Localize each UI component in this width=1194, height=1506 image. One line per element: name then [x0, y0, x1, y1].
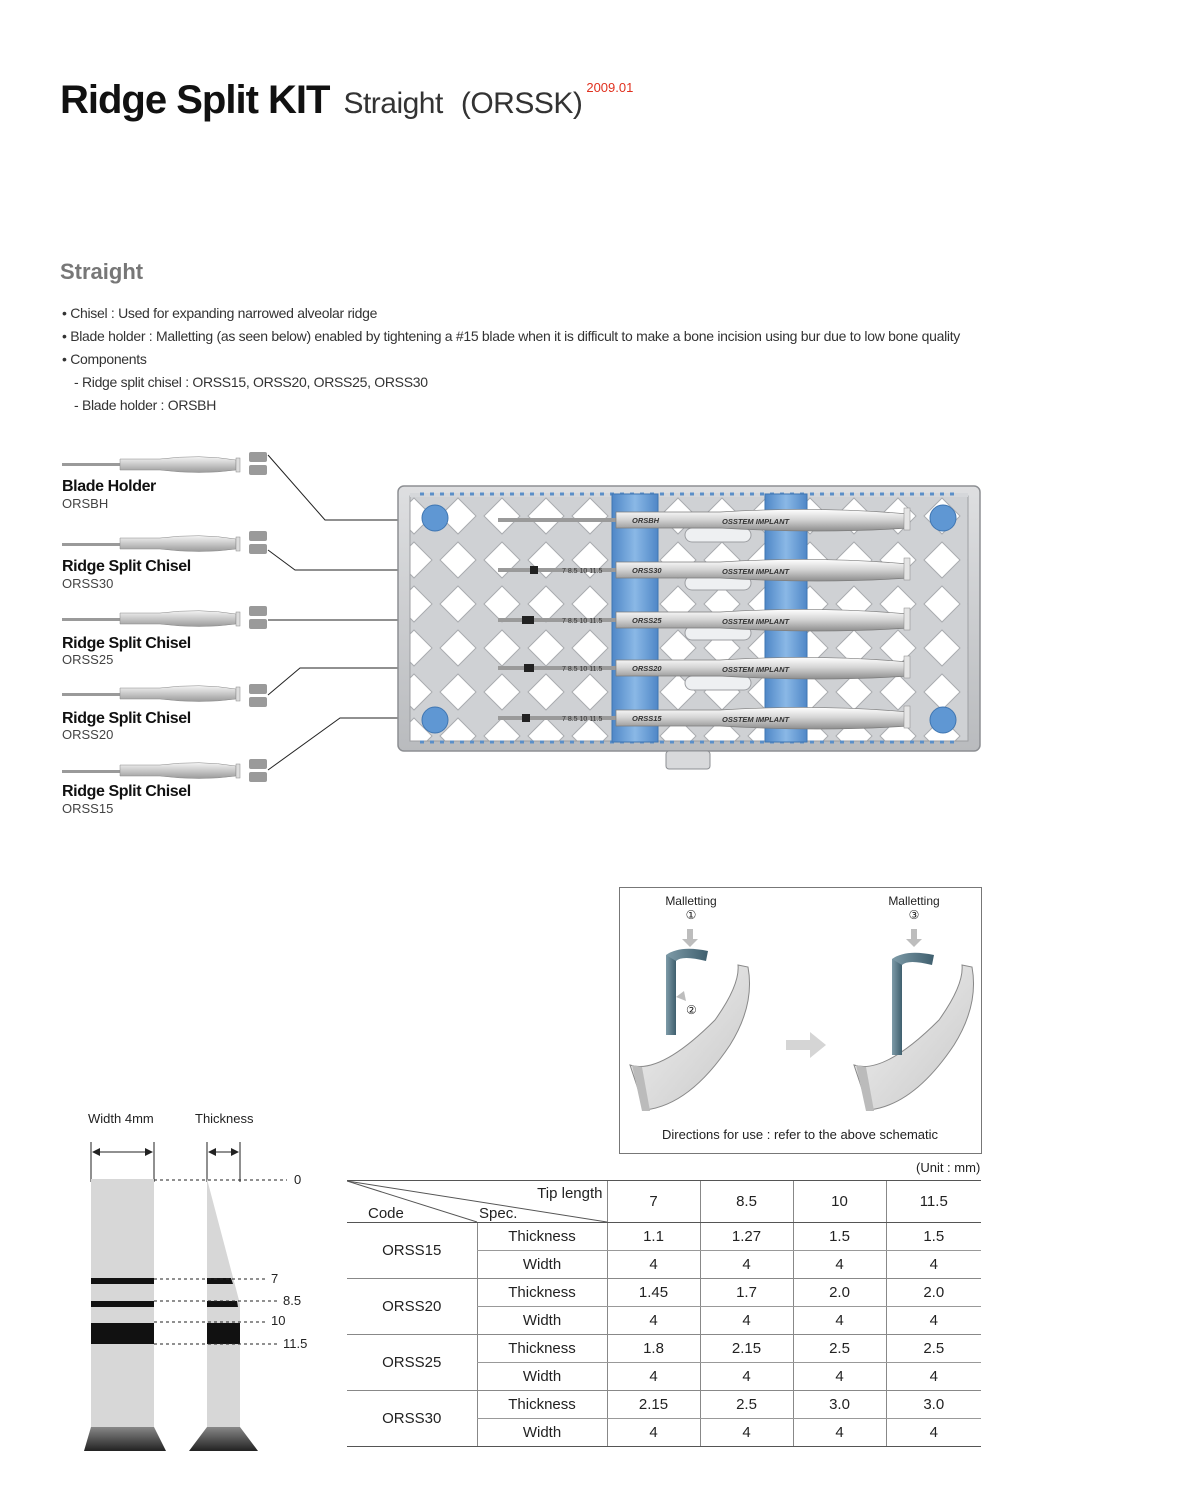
- cell-value: 4: [886, 1419, 981, 1447]
- row-code: ORSS25: [347, 1335, 477, 1391]
- cell-value: 2.5: [886, 1335, 981, 1363]
- row-spec-label: Thickness: [477, 1335, 607, 1363]
- title-code: (ORSSK): [460, 87, 583, 120]
- tray-scale-orss30: 7 8.5 10 11.5: [562, 568, 603, 575]
- kit-tray-illustration: [260, 450, 990, 775]
- malletting-label-1: Malletting: [665, 894, 717, 908]
- corner-spec: Spec.: [479, 1205, 518, 1222]
- schematic-caption: Directions for use : refer to the above schematic: [661, 1127, 938, 1142]
- product-name-orss20: Ridge Split Chisel: [62, 710, 191, 727]
- table-row: [347, 1391, 981, 1419]
- cell-value: 1.7: [700, 1279, 793, 1307]
- tip-mark-10: 10: [271, 1313, 286, 1328]
- tray-brand-3: OSSTEM IMPLANT: [722, 617, 790, 626]
- tray-brand-5: OSSTEM IMPLANT: [722, 715, 790, 724]
- cell-value: 2.5: [700, 1391, 793, 1419]
- tray-code-orss15: ORSS15: [632, 714, 662, 723]
- tip-length-header: 11.5: [886, 1181, 981, 1223]
- cell-value: 4: [607, 1307, 700, 1335]
- bullet-blade-holder: • Blade holder : Malletting (as seen below) enabled by tightening a #15 blade when it is difficult to make a bone incision using bur due to low bone quality: [62, 328, 960, 344]
- cell-value: 4: [793, 1251, 886, 1279]
- tray-code-orss30: ORSS30: [632, 566, 662, 575]
- title-subtitle: Straight: [343, 87, 443, 120]
- cell-value: 2.0: [886, 1279, 981, 1307]
- malletting-label-3: Malletting: [888, 894, 940, 908]
- row-spec-label: Width: [477, 1251, 607, 1279]
- thumb-orss20: [62, 684, 267, 707]
- product-name-orss15: Ridge Split Chisel: [62, 783, 191, 800]
- product-name-blade-holder: Blade Holder: [62, 478, 156, 495]
- cell-value: 1.1: [607, 1223, 700, 1251]
- row-spec-label: Width: [477, 1419, 607, 1447]
- table-row: [347, 1223, 981, 1251]
- cell-value: 1.5: [886, 1223, 981, 1251]
- tip-mark-7: 7: [271, 1271, 279, 1286]
- row-spec-label: Width: [477, 1307, 607, 1335]
- cell-value: 2.5: [793, 1335, 886, 1363]
- thumb-orss25: [62, 606, 267, 629]
- width-label: Width 4mm: [88, 1111, 154, 1126]
- tray-code-orsbh: ORSBH: [632, 516, 660, 525]
- step-1-marker: ①: [685, 908, 697, 922]
- tip-length-header: 7: [607, 1181, 700, 1223]
- cell-value: 4: [607, 1251, 700, 1279]
- section-title: Straight: [60, 259, 144, 284]
- cell-value: 4: [886, 1363, 981, 1391]
- cell-value: 3.0: [886, 1391, 981, 1419]
- tip-mark-0: 0: [294, 1172, 302, 1187]
- row-code: ORSS30: [347, 1391, 477, 1447]
- tip-length-header: 10: [793, 1181, 886, 1223]
- cell-value: 4: [793, 1419, 886, 1447]
- product-code-orss20: ORSS20: [62, 727, 114, 742]
- product-code-orss15: ORSS15: [62, 801, 114, 816]
- bullet-chisel: • Chisel : Used for expanding narrowed alveolar ridge: [62, 305, 378, 321]
- malletting-schematic: [620, 925, 980, 1125]
- product-name-orss25: Ridge Split Chisel: [62, 635, 191, 652]
- row-code: ORSS15: [347, 1223, 477, 1279]
- product-code-orss25: ORSS25: [62, 652, 114, 667]
- spec-table: [347, 1180, 981, 1447]
- row-spec-label: Width: [477, 1363, 607, 1391]
- cell-value: 4: [700, 1363, 793, 1391]
- cell-value: 4: [607, 1419, 700, 1447]
- thumb-orss15: [62, 759, 267, 782]
- corner-tip-length: Tip length: [537, 1185, 603, 1202]
- cell-value: 1.8: [607, 1335, 700, 1363]
- bullet-holder-code: - Blade holder : ORSBH: [74, 397, 217, 413]
- title-main: Ridge Split KIT: [60, 78, 330, 122]
- product-name-orss30: Ridge Split Chisel: [62, 558, 191, 575]
- title-date: 2009.01: [586, 80, 634, 95]
- product-code-orss30: ORSS30: [62, 576, 114, 591]
- unit-label: (Unit : mm): [916, 1160, 981, 1175]
- table-corner-cell: [347, 1181, 607, 1223]
- step-2-marker: ②: [686, 1003, 697, 1017]
- row-spec-label: Thickness: [477, 1223, 607, 1251]
- corner-code: Code: [368, 1205, 404, 1222]
- row-spec-label: Thickness: [477, 1391, 607, 1419]
- tip-mark-11-5: 11.5: [283, 1336, 308, 1351]
- page-title: [60, 78, 633, 123]
- bullet-components: • Components: [62, 351, 147, 367]
- cell-value: 4: [886, 1307, 981, 1335]
- cell-value: 4: [793, 1307, 886, 1335]
- cell-value: 4: [607, 1363, 700, 1391]
- cell-value: 1.5: [793, 1223, 886, 1251]
- cell-value: 1.27: [700, 1223, 793, 1251]
- tip-mark-8-5: 8.5: [283, 1293, 302, 1308]
- tray-brand-1: OSSTEM IMPLANT: [722, 517, 790, 526]
- cell-value: 2.15: [607, 1391, 700, 1419]
- thickness-label: Thickness: [195, 1111, 254, 1126]
- cell-value: 4: [700, 1251, 793, 1279]
- cell-value: 2.15: [700, 1335, 793, 1363]
- tray-brand-4: OSSTEM IMPLANT: [722, 665, 790, 674]
- tray-scale-orss15: 7 8.5 10 11.5: [562, 716, 603, 723]
- cell-value: 1.45: [607, 1279, 700, 1307]
- tip-length-header: 8.5: [700, 1181, 793, 1223]
- table-row: [347, 1279, 981, 1307]
- table-row: [347, 1335, 981, 1363]
- cell-value: 4: [793, 1363, 886, 1391]
- tray-brand-2: OSSTEM IMPLANT: [722, 567, 790, 576]
- tray-code-orss20: ORSS20: [632, 664, 662, 673]
- cell-value: 3.0: [793, 1391, 886, 1419]
- cell-value: 4: [700, 1419, 793, 1447]
- cell-value: 2.0: [793, 1279, 886, 1307]
- product-code-orsbh: ORSBH: [62, 496, 109, 511]
- row-code: ORSS20: [347, 1279, 477, 1335]
- row-spec-label: Thickness: [477, 1279, 607, 1307]
- thumb-orss30: [62, 531, 267, 554]
- cell-value: 4: [886, 1251, 981, 1279]
- bullet-chisel-codes: - Ridge split chisel : ORSS15, ORSS20, ORSS25, ORSS30: [74, 374, 428, 390]
- tray-code-orss25: ORSS25: [632, 616, 662, 625]
- thumb-blade-holder: [62, 452, 267, 475]
- step-3-marker: ③: [908, 908, 920, 922]
- tray-scale-orss25: 7 8.5 10 11.5: [562, 618, 603, 625]
- tray-scale-orss20: 7 8.5 10 11.5: [562, 666, 603, 673]
- cell-value: 4: [700, 1307, 793, 1335]
